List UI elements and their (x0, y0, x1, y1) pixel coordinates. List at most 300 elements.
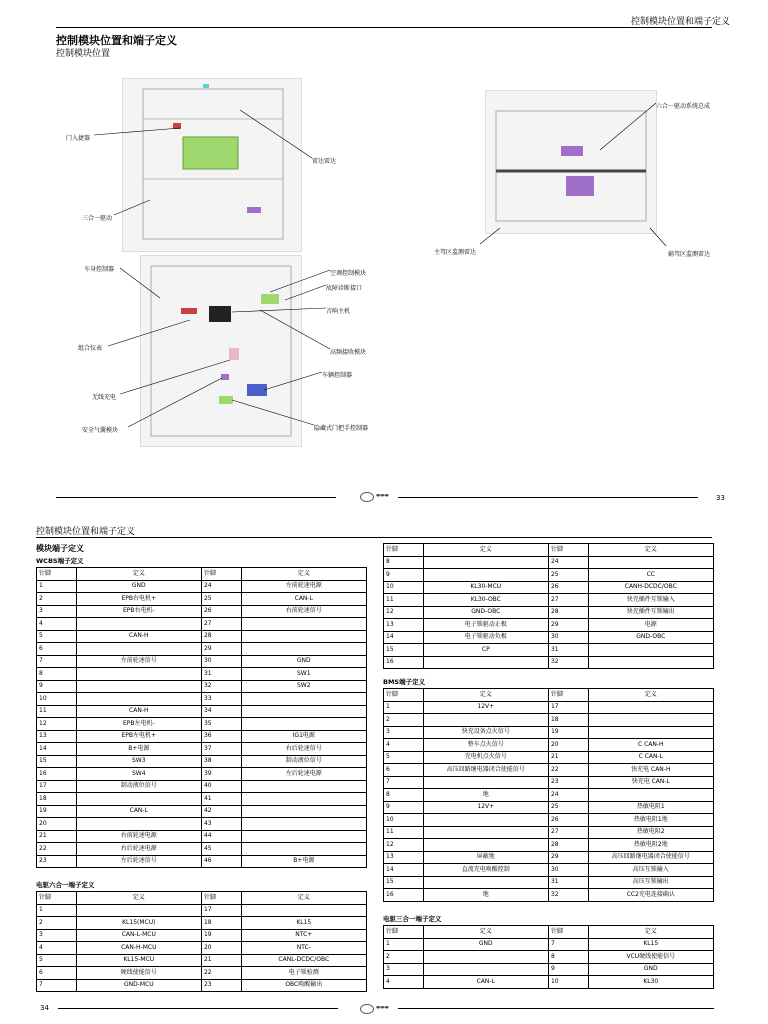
table-row (37, 655, 367, 668)
table-row (384, 826, 714, 839)
pin-cell: 3 (37, 929, 77, 942)
table-row (384, 889, 714, 902)
callout-cabin-7: 音响主机 (326, 308, 351, 315)
definition-cell: 热敏电阻1 (588, 801, 713, 814)
pin-cell: 3 (384, 963, 424, 976)
table-row (384, 594, 714, 607)
definition-cell: 12V+ (423, 701, 548, 714)
definition-cell (423, 839, 548, 852)
callout-cabin-1: 车身控制器 (84, 266, 115, 273)
table-row (37, 593, 367, 606)
table-row (37, 780, 367, 793)
table-row (37, 743, 367, 756)
definition-cell (423, 569, 548, 582)
definition-cell: CC (588, 569, 713, 582)
definition-cell: 高压回路继电器闭合使能信号 (423, 764, 548, 777)
definition-cell (241, 780, 366, 793)
definition-cell: 制动液位信号 (241, 755, 366, 768)
pin-cell: 6 (37, 643, 77, 656)
pin-cell: 21 (548, 751, 588, 764)
top-footer-rule-right (398, 497, 698, 498)
table-row (37, 705, 367, 718)
pin-cell: 27 (548, 826, 588, 839)
definition-cell (76, 668, 201, 681)
definition-cell: 热敏电阻2 (588, 826, 713, 839)
pin-cell: 19 (37, 805, 77, 818)
definition-cell (588, 701, 713, 714)
table-row (37, 768, 367, 781)
definition-cell: GND (588, 963, 713, 976)
callout-front-2: 三合一驱动 (82, 215, 113, 222)
pin-cell: 24 (548, 556, 588, 569)
definition-cell (241, 705, 366, 718)
table-row (37, 805, 367, 818)
definition-cell (241, 805, 366, 818)
pin-cell: 1 (384, 701, 424, 714)
pin-cell: 12 (384, 839, 424, 852)
pin-column-header: 针脚 (37, 568, 77, 581)
definition-cell: 左前轮速电源 (241, 580, 366, 593)
pin-cell: 11 (37, 705, 77, 718)
pin-column-header: 针脚 (548, 926, 588, 939)
callout-cabin-9: 车辆控制器 (322, 372, 353, 379)
definition-cell: 高压互锁输出 (588, 876, 713, 889)
bottom-page-number: 34 (40, 1004, 49, 1012)
definition-column-header: 定义 (241, 892, 366, 905)
pin-cell: 10 (37, 693, 77, 706)
definition-column-header: 定义 (241, 568, 366, 581)
table-row (384, 789, 714, 802)
pin-cell: 9 (384, 569, 424, 582)
callout-cabin-2: 组合仪表 (78, 345, 103, 352)
definition-cell: B+电源 (76, 743, 201, 756)
bottom-footer-rule-right (398, 1008, 714, 1009)
definition-cell: 12V+ (423, 801, 548, 814)
definition-column-header: 定义 (76, 568, 201, 581)
top-page-title: 控制模块位置和端子定义 (56, 34, 177, 47)
pin-cell: 1 (37, 580, 77, 593)
pin-cell: 46 (201, 855, 241, 868)
definition-cell (588, 789, 713, 802)
table-row (384, 606, 714, 619)
definition-cell: CAN-L-MCU (76, 929, 201, 942)
table-header-row (384, 544, 714, 557)
definition-cell (76, 818, 201, 831)
definition-cell: 快充插件互锁输入 (588, 594, 713, 607)
pin-cell: 13 (384, 851, 424, 864)
definition-cell: KL30 (588, 976, 713, 989)
definition-cell: GND-OBC (423, 606, 548, 619)
definition-cell (76, 618, 201, 631)
table-row (37, 668, 367, 681)
definition-cell (241, 904, 366, 917)
pin-cell: 10 (384, 581, 424, 594)
definition-cell (423, 876, 548, 889)
definition-cell (423, 776, 548, 789)
pin-cell: 18 (548, 714, 588, 727)
callout-cabin-3: 无线充电 (92, 394, 117, 401)
definition-cell: GND (423, 938, 548, 951)
pin-cell: 2 (384, 951, 424, 964)
pin-cell: 28 (201, 630, 241, 643)
table-row (37, 818, 367, 831)
table-row (384, 864, 714, 877)
pin-cell: 9 (548, 963, 588, 976)
six-in-one-table-right (383, 543, 714, 669)
pin-cell: 8 (548, 951, 588, 964)
table-row (37, 917, 367, 930)
definition-cell (423, 656, 548, 669)
six-in-one-table-left (36, 891, 367, 992)
table-row (384, 631, 714, 644)
pin-cell: 14 (37, 743, 77, 756)
pin-cell: 1 (37, 904, 77, 917)
definition-column-header: 定义 (423, 926, 548, 939)
pin-cell: 26 (548, 581, 588, 594)
pin-cell: 31 (548, 876, 588, 889)
pin-cell: 22 (37, 843, 77, 856)
table-row (384, 739, 714, 752)
table-row (384, 644, 714, 657)
bms-table-title: BMS端子定义 (383, 678, 426, 686)
pin-cell: 45 (201, 843, 241, 856)
pin-cell: 11 (384, 826, 424, 839)
pin-cell: 22 (548, 764, 588, 777)
pin-cell: 9 (384, 801, 424, 814)
table-row (37, 680, 367, 693)
pin-cell: 9 (37, 680, 77, 693)
definition-cell: CAN-L (76, 805, 201, 818)
definition-cell (241, 843, 366, 856)
pin-cell: 23 (201, 979, 241, 992)
callout-front-1: 门入捷器 (66, 135, 91, 142)
callout-front-3: 雷达雷达 (312, 158, 337, 165)
pin-cell: 16 (384, 889, 424, 902)
pin-cell: 31 (548, 644, 588, 657)
pin-cell: 4 (384, 976, 424, 989)
top-footer-rule-left (56, 497, 336, 498)
pin-cell: 14 (384, 631, 424, 644)
pin-cell: 5 (37, 954, 77, 967)
callout-cabin-5: 空调控制模块 (330, 270, 367, 277)
definition-cell: KL30-OBC (423, 594, 548, 607)
definition-cell: CP (423, 644, 548, 657)
table-row (384, 751, 714, 764)
definition-cell (76, 680, 201, 693)
definition-cell (241, 630, 366, 643)
definition-cell: 右后轮速信号 (241, 743, 366, 756)
table-row (37, 693, 367, 706)
table-row (384, 714, 714, 727)
pin-cell: 1 (384, 938, 424, 951)
table-row (37, 793, 367, 806)
callout-cabin-10: 隐藏式门把手控制器 (314, 425, 369, 432)
table-row (37, 843, 367, 856)
definition-cell: 电源 (588, 619, 713, 632)
definition-cell: C CAN-H (588, 739, 713, 752)
definition-cell: 制动液位信号 (76, 780, 201, 793)
table-row (384, 938, 714, 951)
table-row (37, 643, 367, 656)
pin-cell: 17 (201, 904, 241, 917)
table-header-row (37, 892, 367, 905)
definition-cell: GND (76, 580, 201, 593)
pin-cell: 39 (201, 768, 241, 781)
pin-cell: 25 (548, 801, 588, 814)
definition-cell (423, 556, 548, 569)
callout-cabin-6: 故障诊断接口 (326, 285, 363, 292)
brand-logo-icon (360, 492, 374, 502)
pin-cell: 27 (548, 594, 588, 607)
pin-cell: 13 (37, 730, 77, 743)
definition-cell: 电子锁检测 (241, 967, 366, 980)
table-header-row (384, 926, 714, 939)
table-row (384, 581, 714, 594)
six-in-one-table-title: 电驱六合一端子定义 (36, 881, 95, 889)
definition-column-header: 定义 (588, 689, 713, 702)
pin-cell: 2 (384, 714, 424, 727)
pin-cell: 25 (201, 593, 241, 606)
definition-cell: 右前轮速电源 (76, 830, 201, 843)
definition-cell: 整车点火信号 (423, 739, 548, 752)
top-page-header: 控制模块位置和端子定义 (630, 17, 730, 27)
pin-cell: 38 (201, 755, 241, 768)
definition-cell: GND-OBC (588, 631, 713, 644)
definition-cell (241, 818, 366, 831)
pin-cell: 4 (37, 942, 77, 955)
table-row (384, 726, 714, 739)
pin-cell: 7 (548, 938, 588, 951)
definition-cell: KL15-MCU (76, 954, 201, 967)
definition-cell: CC2充电连接确认 (588, 889, 713, 902)
table-row (37, 929, 367, 942)
table-row (37, 580, 367, 593)
definition-cell: GND (241, 655, 366, 668)
pin-cell: 44 (201, 830, 241, 843)
table-row (37, 630, 367, 643)
pin-cell: 36 (201, 730, 241, 743)
pin-cell: 21 (37, 830, 77, 843)
pin-cell: 15 (37, 755, 77, 768)
pin-cell: 6 (37, 967, 77, 980)
definition-cell: CAN-L (241, 593, 366, 606)
pin-cell: 2 (37, 593, 77, 606)
pin-cell: 23 (37, 855, 77, 868)
pin-cell: 22 (201, 967, 241, 980)
pin-cell: 28 (548, 606, 588, 619)
pin-cell: 32 (201, 680, 241, 693)
definition-cell: 地 (423, 889, 548, 902)
definition-cell: CANL-DCDC/OBC (241, 954, 366, 967)
definition-cell: 地 (423, 789, 548, 802)
definition-cell (241, 793, 366, 806)
brand-logo-text: ⬬⬬⬬ (376, 493, 389, 499)
table-row (37, 967, 367, 980)
pin-column-header: 针脚 (384, 926, 424, 939)
definition-cell: CANH-DCDC/OBC (588, 581, 713, 594)
table-row (384, 701, 714, 714)
pin-cell: 15 (384, 876, 424, 889)
definition-cell: CAN-H (76, 705, 201, 718)
definition-cell: OBC唤醒输出 (241, 979, 366, 992)
pin-cell: 31 (201, 668, 241, 681)
definition-cell (241, 693, 366, 706)
definition-column-header: 定义 (423, 689, 548, 702)
callout-cabin-8: 高频接收模块 (330, 349, 367, 356)
pin-cell: 18 (201, 917, 241, 930)
pin-cell: 6 (384, 764, 424, 777)
definition-cell: B+电源 (241, 855, 366, 868)
pin-cell: 12 (384, 606, 424, 619)
definition-cell: 高压互锁输入 (588, 864, 713, 877)
brand-logo-text-bottom: ⬬⬬⬬ (376, 1005, 389, 1011)
table-header-row (37, 568, 367, 581)
pin-cell: 37 (201, 743, 241, 756)
pin-column-header: 针脚 (201, 568, 241, 581)
table-row (37, 730, 367, 743)
table-row (37, 618, 367, 631)
table-row (37, 830, 367, 843)
definition-cell: 热敏电阻2地 (588, 839, 713, 852)
definition-cell (76, 904, 201, 917)
pin-cell: 2 (37, 917, 77, 930)
callout-rear-1: 六合一驱动系统总成 (656, 103, 711, 110)
bottom-footer-rule-left (58, 1008, 338, 1009)
definition-cell: 左前轮速信号 (76, 655, 201, 668)
definition-cell: 左后轮速信号 (76, 855, 201, 868)
definition-cell (423, 963, 548, 976)
table-row (384, 619, 714, 632)
pin-cell: 32 (548, 889, 588, 902)
definition-cell: 右后轮速电源 (76, 843, 201, 856)
pin-cell: 4 (384, 739, 424, 752)
table-row (37, 904, 367, 917)
pin-column-header: 针脚 (37, 892, 77, 905)
table-row (384, 963, 714, 976)
definition-cell: 快充设备点火信号 (423, 726, 548, 739)
top-page-subtitle: 控制模块位置 (56, 49, 111, 59)
definition-cell (423, 951, 548, 964)
table-row (384, 569, 714, 582)
pin-cell: 8 (37, 668, 77, 681)
pin-cell: 30 (201, 655, 241, 668)
table-row (37, 718, 367, 731)
table-row (384, 656, 714, 669)
pin-cell: 43 (201, 818, 241, 831)
pin-cell: 12 (37, 718, 77, 731)
pin-cell: 20 (37, 818, 77, 831)
pin-cell: 26 (548, 814, 588, 827)
pin-cell: 33 (201, 693, 241, 706)
pin-cell: 3 (384, 726, 424, 739)
definition-cell (588, 656, 713, 669)
definition-cell: CAN-H-MCU (76, 942, 201, 955)
definition-cell: 直流充电唤醒控制 (423, 864, 548, 877)
definition-cell: SW4 (76, 768, 201, 781)
pin-cell: 17 (37, 780, 77, 793)
definition-cell: 热敏电阻1地 (588, 814, 713, 827)
pin-cell: 26 (201, 605, 241, 618)
table-row (37, 855, 367, 868)
pin-cell: 7 (384, 776, 424, 789)
definition-cell: 高压回路继电器闭合使能信号 (588, 851, 713, 864)
table-header-row (384, 689, 714, 702)
wcbs-terminal-table (36, 567, 367, 868)
definition-column-header: 定义 (423, 544, 548, 557)
table-row (37, 954, 367, 967)
definition-cell (588, 714, 713, 727)
table-row (384, 764, 714, 777)
callout-leader-lines (0, 0, 768, 470)
definition-cell (588, 556, 713, 569)
pin-cell: 13 (384, 619, 424, 632)
pin-column-header: 针脚 (548, 689, 588, 702)
definition-cell: KL15 (241, 917, 366, 930)
definition-cell: KL15 (588, 938, 713, 951)
pin-cell: 15 (384, 644, 424, 657)
section-title: 模块端子定义 (36, 544, 84, 553)
pin-cell: 40 (201, 780, 241, 793)
bottom-page-header: 控制模块位置和端子定义 (36, 527, 136, 537)
pin-cell: 24 (201, 580, 241, 593)
definition-cell (588, 644, 713, 657)
pin-cell: 29 (548, 851, 588, 864)
pin-cell: 16 (37, 768, 77, 781)
pin-cell: 24 (548, 789, 588, 802)
definition-cell: 左后轮速电源 (241, 768, 366, 781)
definition-cell: 快充电 CAN-L (588, 776, 713, 789)
pin-column-header: 针脚 (548, 544, 588, 557)
definition-cell (76, 643, 201, 656)
pin-cell: 17 (548, 701, 588, 714)
definition-cell: C CAN-L (588, 751, 713, 764)
definition-cell (76, 793, 201, 806)
table-row (37, 605, 367, 618)
pin-cell: 21 (201, 954, 241, 967)
definition-cell: 硬线使能信号 (76, 967, 201, 980)
table-row (384, 776, 714, 789)
pin-cell: 8 (384, 789, 424, 802)
definition-cell: EPB左电机+ (76, 730, 201, 743)
pin-cell: 19 (548, 726, 588, 739)
bottom-header-rule (36, 537, 712, 538)
definition-cell: EPB右电机- (76, 605, 201, 618)
definition-column-header: 定义 (76, 892, 201, 905)
pin-column-header: 针脚 (201, 892, 241, 905)
definition-cell: VCU硬线使能信号 (588, 951, 713, 964)
definition-cell (241, 830, 366, 843)
pin-cell: 16 (384, 656, 424, 669)
three-in-one-table-title: 电驱三合一端子定义 (383, 915, 442, 923)
pin-cell: 10 (384, 814, 424, 827)
definition-column-header: 定义 (588, 544, 713, 557)
pin-cell: 20 (201, 942, 241, 955)
definition-cell: 电子锁驱动负极 (423, 631, 548, 644)
pin-cell: 29 (548, 619, 588, 632)
definition-cell (423, 826, 548, 839)
table-row (37, 979, 367, 992)
pin-cell: 41 (201, 793, 241, 806)
pin-column-header: 针脚 (384, 689, 424, 702)
pin-cell: 18 (37, 793, 77, 806)
definition-cell: KL15(MCU) (76, 917, 201, 930)
definition-cell: CAN-L (423, 976, 548, 989)
definition-cell: SW3 (76, 755, 201, 768)
definition-cell (241, 643, 366, 656)
pin-cell: 11 (384, 594, 424, 607)
pin-cell: 25 (548, 569, 588, 582)
three-in-one-table (383, 925, 714, 989)
